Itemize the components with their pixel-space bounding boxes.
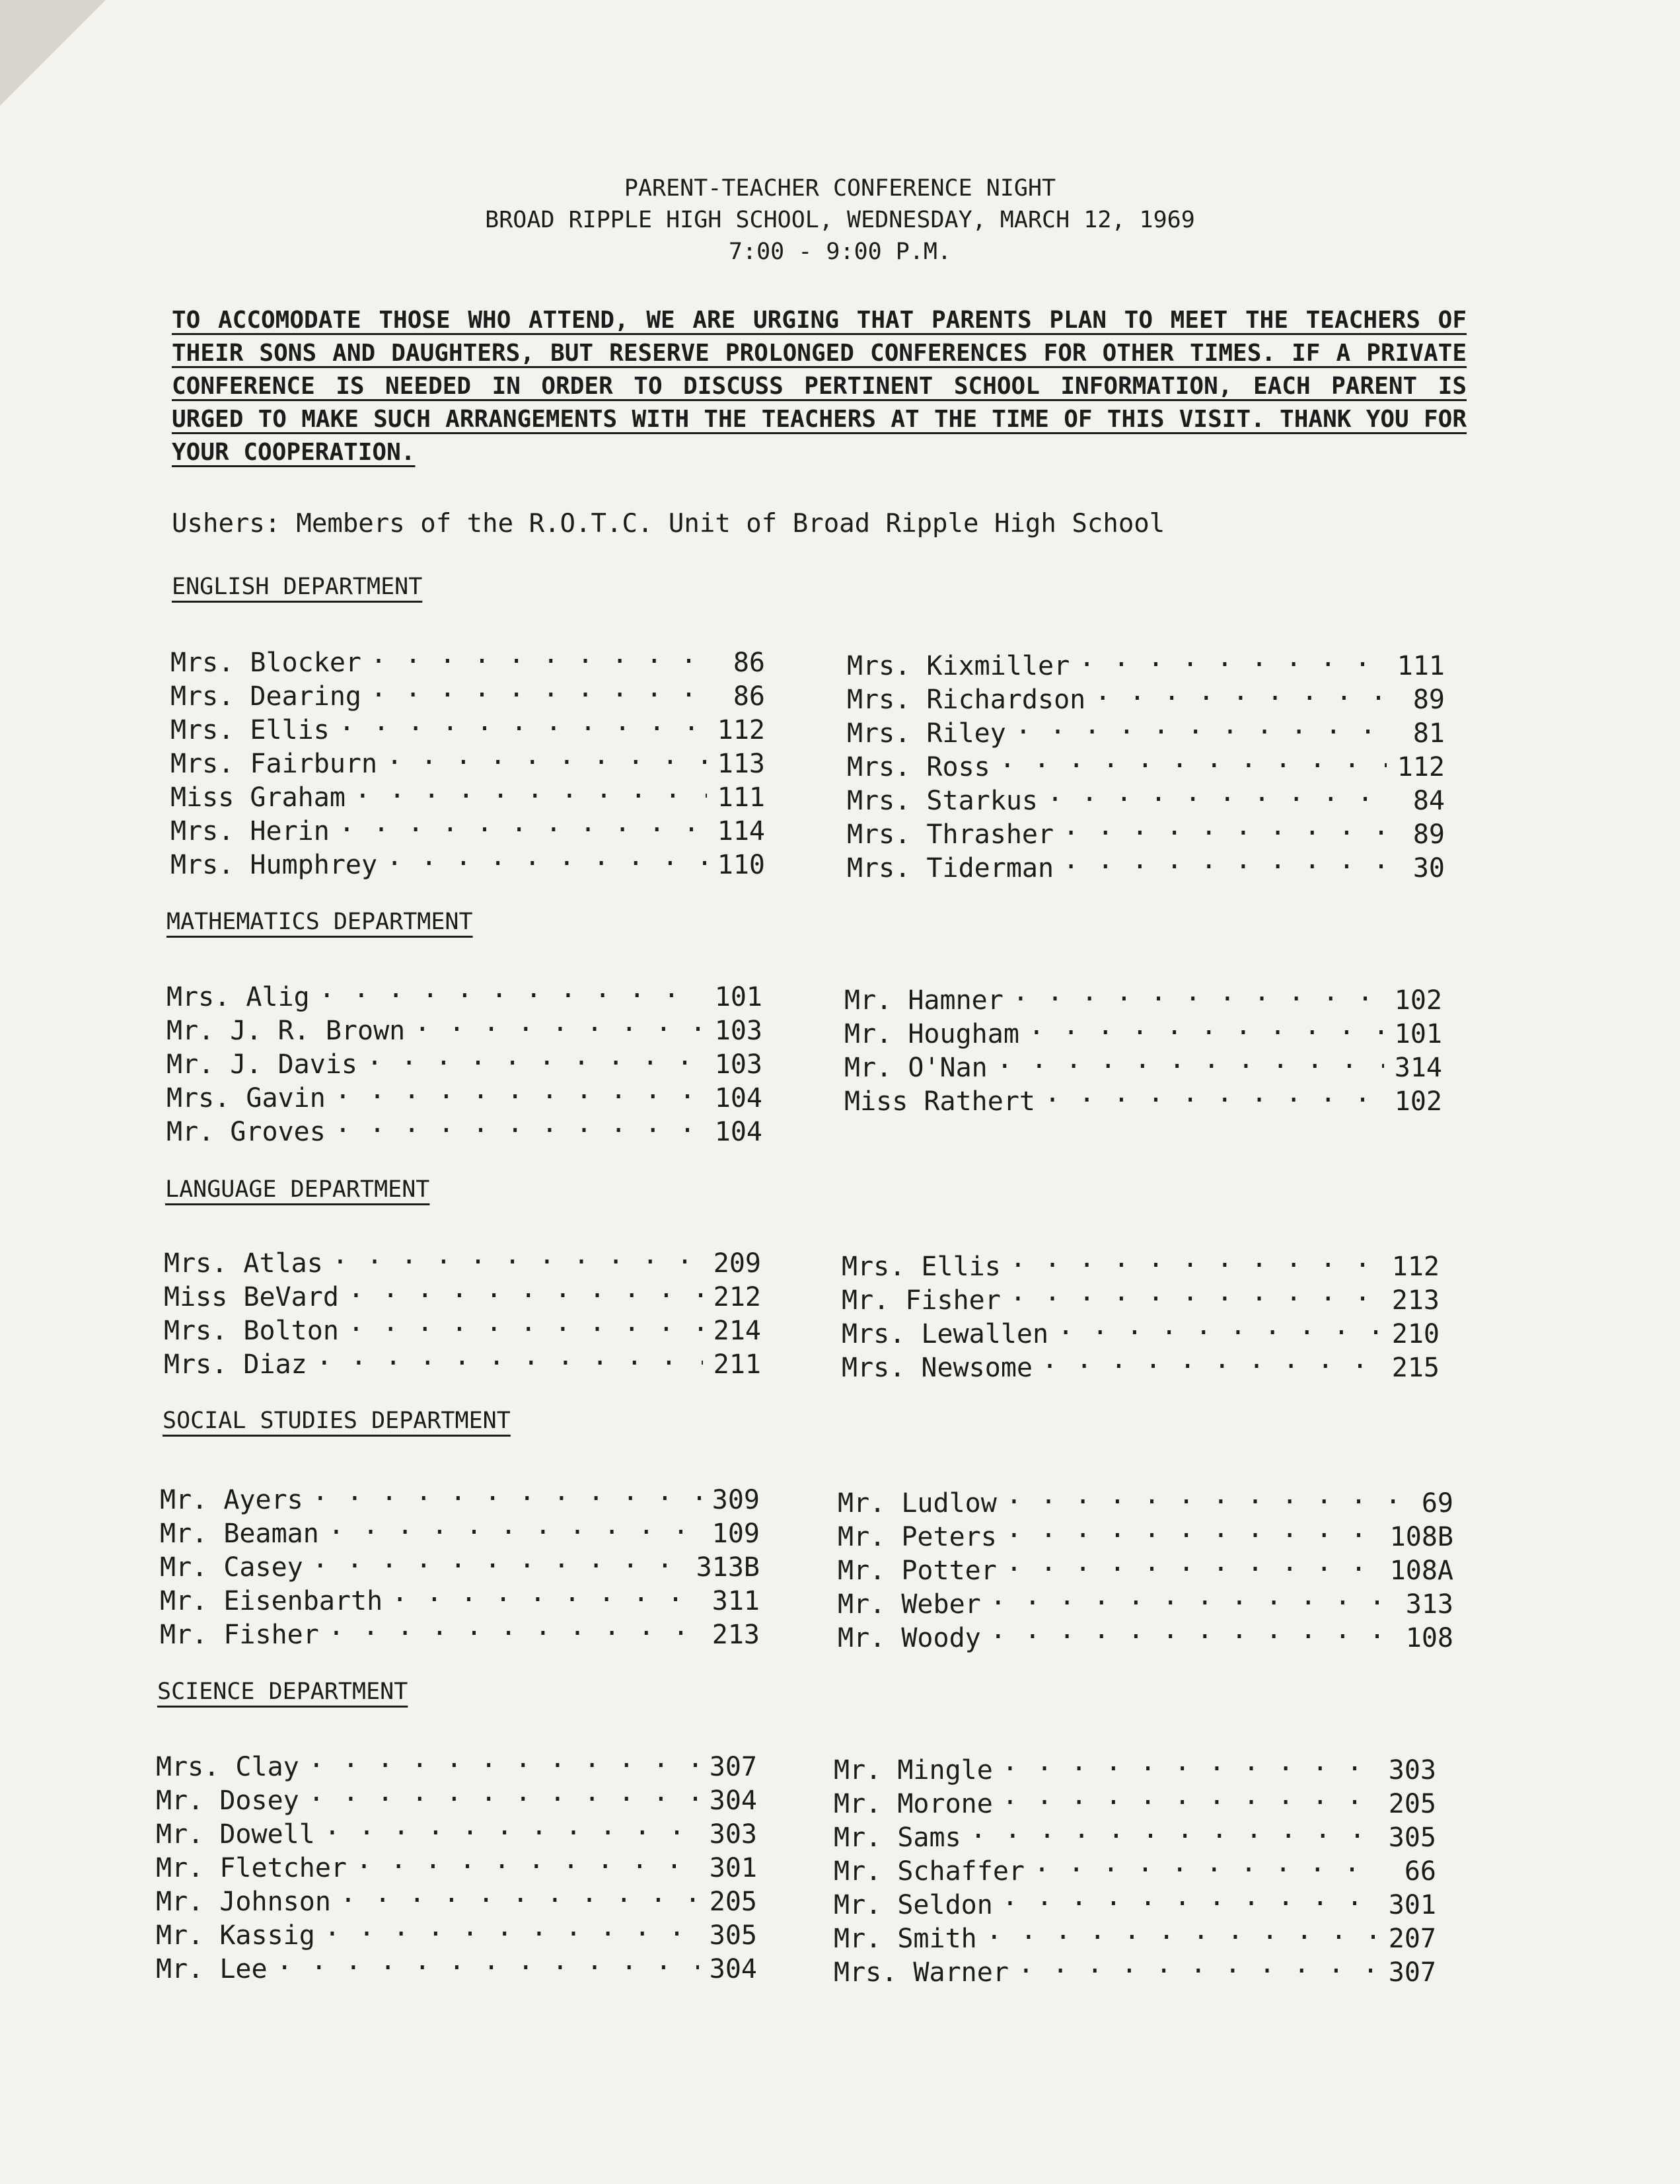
list-item: Mr. Johnson . . . 205 bbox=[156, 1877, 757, 1910]
torn-corner bbox=[0, 0, 106, 106]
mathematics-left-list bbox=[166, 972, 762, 1147]
list-item: Mr. Peters . . . 108B bbox=[838, 1512, 1453, 1546]
list-item: Mrs. Clay . . . 307 bbox=[156, 1742, 757, 1776]
list-item: Mr. Kassig . . . 305 bbox=[156, 1910, 757, 1944]
list-item: Miss Rathert . . . 102 bbox=[844, 1076, 1442, 1110]
list-item: Mr. Seldon . . . 301 bbox=[834, 1880, 1436, 1914]
language-right-list bbox=[842, 1242, 1440, 1383]
list-item: Mrs. Starkus . . . 84 bbox=[847, 776, 1445, 810]
language-left-list bbox=[164, 1238, 761, 1380]
list-item: Mrs. Kixmiller . . . 111 bbox=[847, 641, 1445, 675]
list-item: Mrs. Blocker . . . 86 bbox=[170, 638, 765, 671]
list-item: Mr. Weber . . . 313 bbox=[838, 1579, 1453, 1613]
header-title: PARENT-TEACHER CONFERENCE NIGHT bbox=[624, 175, 1056, 202]
list-item: Mr. Fisher . . . 213 bbox=[160, 1610, 760, 1643]
list-item: Mrs. Riley . . . 81 bbox=[847, 708, 1445, 742]
list-item: Mr. Hamner . . . 102 bbox=[844, 975, 1442, 1009]
social-studies-left-list bbox=[160, 1475, 760, 1650]
list-item: Mr. Morone . . . 205 bbox=[834, 1779, 1436, 1813]
list-item: Mr. Schaffer . . . 66 bbox=[834, 1846, 1436, 1880]
list-item: Mrs. Alig . . . 101 bbox=[166, 972, 762, 1006]
ushers-text: Members of the R.O.T.C. Unit of Broad Ripple High School bbox=[296, 509, 1165, 539]
list-item: Mr. Dosey . . . 304 bbox=[156, 1776, 757, 1809]
list-item: Mr. Smith . . . 207 bbox=[834, 1914, 1436, 1947]
science-left-list bbox=[156, 1742, 757, 1984]
mathematics-right-list bbox=[844, 975, 1442, 1117]
notice-paragraph: TO ACCOMODATE THOSE WHO ATTEND, WE ARE URGING THAT PARENTS PLAN TO MEET THE TEACHERS OF THEIR SONS AND DAUGHTERS, BUT RESERVE PROLONGED CONFERENCES FOR OTHER TIMES. IF A PRIVATE CONFERENCE IS NEEDED IN ORDER TO DISCUSS PERTINENT SCHOOL INFORMATION, EACH PARENT IS URGED TO MAKE SUCH ARRANGEMENTS WITH THE TEACHERS AT THE TIME OF THIS VISIT. THANK YOU FOR YOUR COOPERATION. bbox=[172, 307, 1467, 466]
list-item: Mr. O'Nan . . . 314 bbox=[844, 1043, 1442, 1076]
list-item: Mr. Hougham . . . 101 bbox=[844, 1009, 1442, 1043]
language-department-title: LANGUAGE DEPARTMENT bbox=[165, 1176, 430, 1203]
social-studies-department-title: SOCIAL STUDIES DEPARTMENT bbox=[163, 1408, 511, 1434]
list-item: Mr. J. R. Brown . . . 103 bbox=[166, 1006, 762, 1039]
science-department-title: SCIENCE DEPARTMENT bbox=[157, 1678, 408, 1705]
list-item: Mrs. Gavin . . . 104 bbox=[166, 1073, 762, 1107]
list-item: Mr. Beaman . . . 109 bbox=[160, 1509, 760, 1542]
list-item: Mrs. Tiderman . . . 30 bbox=[847, 843, 1445, 877]
list-item: Mrs. Atlas . . . 209 bbox=[164, 1238, 761, 1272]
list-item: Mr. J. Davis . . . 103 bbox=[166, 1039, 762, 1073]
list-item: Mr. Dowell . . . 303 bbox=[156, 1809, 757, 1843]
list-item: Mrs. Diaz . . . 211 bbox=[164, 1339, 761, 1373]
english-department-title: ENGLISH DEPARTMENT bbox=[172, 574, 423, 600]
list-item: Mrs. Lewallen . . . 210 bbox=[842, 1309, 1440, 1343]
list-item: Miss Graham . . . 111 bbox=[170, 772, 765, 806]
list-item: Mr. Woody . . . 108 bbox=[838, 1613, 1453, 1647]
list-item: Mrs. Ellis . . . 112 bbox=[842, 1242, 1440, 1275]
english-left-list bbox=[170, 638, 765, 880]
ushers-line bbox=[172, 509, 1165, 539]
list-item: Mr. Fisher . . . 213 bbox=[842, 1275, 1440, 1309]
header-time: 7:00 - 9:00 P.M. bbox=[728, 239, 952, 265]
list-item: Mr. Potter . . . 108A bbox=[838, 1546, 1453, 1579]
mathematics-department-title: MATHEMATICS DEPARTMENT bbox=[166, 909, 473, 935]
list-item: Mr. Ayers . . . 309 bbox=[160, 1475, 760, 1509]
ushers-label: Ushers: bbox=[172, 509, 281, 539]
list-item: Mrs. Thrasher . . . 89 bbox=[847, 810, 1445, 843]
list-item: Mrs. Ellis . . . 112 bbox=[170, 705, 765, 739]
list-item: Mrs. Bolton . . . 214 bbox=[164, 1306, 761, 1339]
list-item: Mr. Lee . . . 304 bbox=[156, 1944, 757, 1978]
list-item: Mrs. Fairburn . . . 113 bbox=[170, 739, 765, 772]
social-studies-right-list bbox=[838, 1478, 1453, 1653]
list-item: Mr. Groves . . . 104 bbox=[166, 1107, 762, 1141]
science-right-list bbox=[834, 1745, 1436, 1988]
list-item: Mrs. Warner . . . 307 bbox=[834, 1947, 1436, 1981]
list-item: Mr. Fletcher . . . 301 bbox=[156, 1843, 757, 1877]
list-item: Mr. Ludlow . . . 69 bbox=[838, 1478, 1453, 1512]
list-item: Mr. Sams . . . 305 bbox=[834, 1813, 1436, 1846]
header-school-date: BROAD RIPPLE HIGH SCHOOL, WEDNESDAY, MARCH 12, 1969 bbox=[485, 207, 1195, 233]
list-item: Mrs. Humphrey . . . 110 bbox=[170, 840, 765, 874]
list-item: Mrs. Herin . . . 114 bbox=[170, 806, 765, 840]
list-item: Mrs. Dearing . . . 86 bbox=[170, 671, 765, 705]
list-item: Mrs. Ross . . . 112 bbox=[847, 742, 1445, 776]
list-item: Mrs. Richardson . . . 89 bbox=[847, 675, 1445, 708]
english-right-list bbox=[847, 641, 1445, 884]
list-item: Miss BeVard . . . 212 bbox=[164, 1272, 761, 1306]
list-item: Mr. Mingle . . . 303 bbox=[834, 1745, 1436, 1779]
list-item: Mr. Eisenbarth . . . 311 bbox=[160, 1576, 760, 1610]
list-item: Mrs. Newsome . . . 215 bbox=[842, 1343, 1440, 1376]
list-item: Mr. Casey . . . 313B bbox=[160, 1542, 760, 1576]
